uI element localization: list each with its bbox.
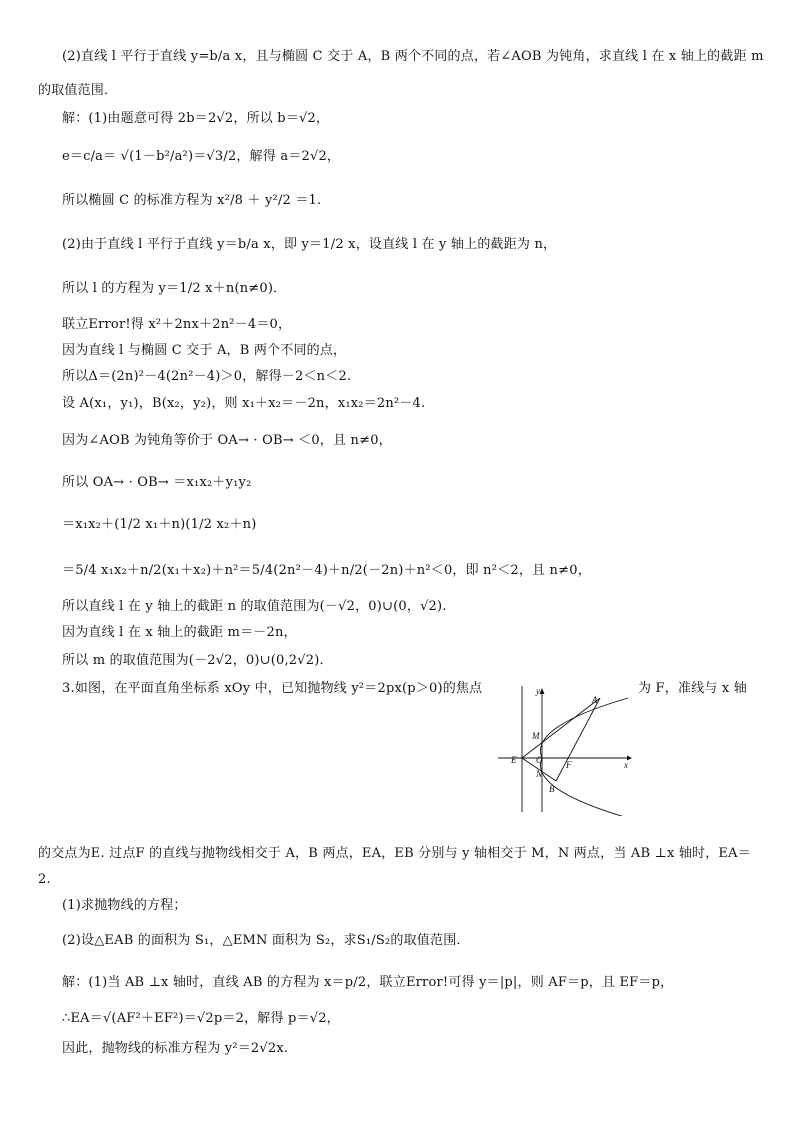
parabola-figure [496, 682, 636, 816]
text-line: 所以直线 l 在 y 轴上的截距 n 的取值范围为(－√2，0)∪(0，√2). [62, 599, 447, 614]
text-line: 因为直线 l 在 x 轴上的截距 m＝－2n， [62, 625, 297, 640]
label-m: M [532, 731, 540, 741]
label-f: F [566, 760, 572, 770]
text-line: ＝x₁x₂＋(1/2 x₁＋n)(1/2 x₂＋n) [62, 517, 257, 532]
label-y: y [536, 686, 540, 696]
text-line: 所以椭圆 C 的标准方程为 x²/8 ＋ y²/2 ＝1. [62, 193, 322, 208]
text-line: ∴EA＝√(AF²＋EF²)＝√2p＝2，解得 p＝√2， [62, 1011, 340, 1026]
chord-ab [556, 698, 600, 781]
text-line: 联立Error!得 x²＋2nx＋2n²－4＝0， [62, 317, 292, 332]
text-line-after-figure: 为 F，准线与 x 轴 [638, 681, 747, 696]
text-line: 因为∠AOB 为钝角等价于 OA→ · OB→ ＜0，且 n≠0， [62, 433, 392, 448]
label-e: E [511, 755, 517, 765]
parabola-curve [540, 698, 628, 816]
text-line: (2)设△EAB 的面积为 S₁，△EMN 面积为 S₂，求S₁/S₂的取值范围． [62, 933, 470, 948]
text-line: 3.如图，在平面直角坐标系 xOy 中，已知抛物线 y²＝2px(p＞0)的焦点 [62, 681, 483, 696]
label-x: x [624, 760, 628, 770]
parabola-diagram [496, 682, 636, 816]
text-line: 2. [38, 872, 51, 887]
text-line: ＝5/4 x₁x₂＋n/2(x₁＋x₂)＋n²＝5/4(2n²－4)＋n/2(－2n)＋n²＜0，即 n²＜2，且 n≠0， [62, 563, 591, 578]
text-line: 解：(1)由题意可得 2b＝2√2，所以 b＝√2， [62, 111, 330, 126]
text-line: 所以Δ＝(2n)²－4(2n²－4)＞0，解得－2＜n＜2. [62, 369, 352, 384]
text-line: 所以 m 的取值范围为(－2√2，0)∪(0,2√2)． [62, 653, 333, 668]
text-line: (2)直线 l 平行于直线 y=b/a x，且与椭圆 C 交于 A，B 两个不同的点，若∠AOB 为钝角，求直线 l 在 x 轴上的截距 m [62, 49, 764, 64]
text-line: 解：(1)当 AB ⊥x 轴时，直线 AB 的方程为 x＝p/2，联立Error!可得 y＝|p|，则 AF＝p，且 EF＝p， [62, 975, 674, 990]
text-line: 因为直线 l 与椭圆 C 交于 A，B 两个不同的点， [62, 343, 347, 358]
label-n: N [536, 769, 543, 779]
text-line: e＝c/a＝ √(1－b²/a²)＝√3/2，解得 a＝2√2， [62, 149, 341, 164]
text-line: 的取值范围． [38, 83, 118, 98]
label-o: O [536, 755, 543, 765]
label-b: B [549, 784, 555, 794]
label-a: A [592, 695, 598, 705]
y-axis-arrow [540, 688, 545, 694]
text-line: 所以 OA→ · OB→ ＝x₁x₂＋y₁y₂ [62, 475, 252, 490]
line-ea [522, 698, 600, 758]
text-line: 因此，抛物线的标准方程为 y²＝2√2x. [62, 1041, 289, 1056]
text-line: (1)求抛物线的方程； [62, 898, 187, 913]
text-line: 的交点为E. 过点F 的直线与抛物线相交于 A，B 两点，EA，EB 分别与 y 轴相交于 M，N 两点，当 AB ⊥x 轴时，EA＝ [38, 846, 751, 861]
text-line: 所以 l 的方程为 y＝1/2 x＋n(n≠0)． [62, 281, 287, 296]
text-line: 设 A(x₁，y₁)，B(x₂，y₂)，则 x₁＋x₂＝－2n，x₁x₂＝2n²－4. [62, 396, 426, 411]
text-line: (2)由于直线 l 平行于直线 y＝b/a x，即 y＝1/2 x，设直线 l 在 y 轴上的截距为 n， [62, 237, 557, 252]
